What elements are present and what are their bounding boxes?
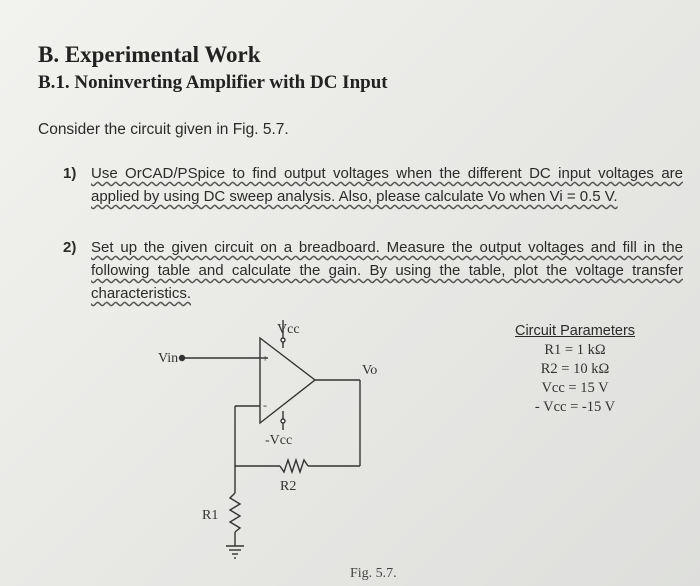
parameters-title: Circuit Parameters: [514, 323, 636, 339]
minus-sign: -: [263, 398, 267, 412]
list-item: [63, 236, 683, 308]
list-item: [63, 162, 683, 212]
vin-label: Vin: [158, 351, 179, 366]
r1-resistor: [230, 493, 240, 532]
vo-label: Vo: [362, 363, 378, 378]
op-amp-symbol: [260, 338, 315, 423]
r2-label: R2: [280, 479, 297, 494]
parameter-line: R1 = 1 kΩ: [544, 342, 606, 358]
section-title: B. Experimental Work: [38, 42, 261, 67]
circuit-parameters: [500, 322, 650, 417]
figure-caption: Fig. 5.7.: [350, 566, 397, 581]
parameter-line: Vcc = 15 V: [541, 380, 609, 396]
parameter-line: R2 = 10 kΩ: [540, 361, 610, 377]
r2-resistor: [280, 460, 308, 472]
vcc-label: Vcc: [277, 322, 300, 337]
item-number: 2): [63, 239, 77, 256]
plus-sign: +: [262, 353, 269, 365]
vin-terminal: [180, 356, 185, 361]
circuit-diagram: [150, 318, 490, 566]
item-text: Set up the given circuit on a breadboard. Measure the output voltages and fill in the following table and calculate the gain. By using the table, plot the voltage transfer characteristics.: [91, 239, 683, 302]
item-number: 1): [63, 165, 77, 182]
neg-vcc-label: -Vcc: [265, 433, 293, 448]
parameter-line: - Vcc = -15 V: [534, 399, 616, 415]
item-text: Use OrCAD/PSpice to find output voltages when the different DC input voltages are applied by using DC sweep analysis. Also, please calculate Vo when Vi = 0.5 V.: [91, 165, 683, 205]
r1-label: R1: [202, 508, 219, 523]
subsection-title: B.1. Noninverting Amplifier with DC Input: [38, 72, 388, 93]
intro-text: Consider the circuit given in Fig. 5.7.: [38, 121, 289, 138]
